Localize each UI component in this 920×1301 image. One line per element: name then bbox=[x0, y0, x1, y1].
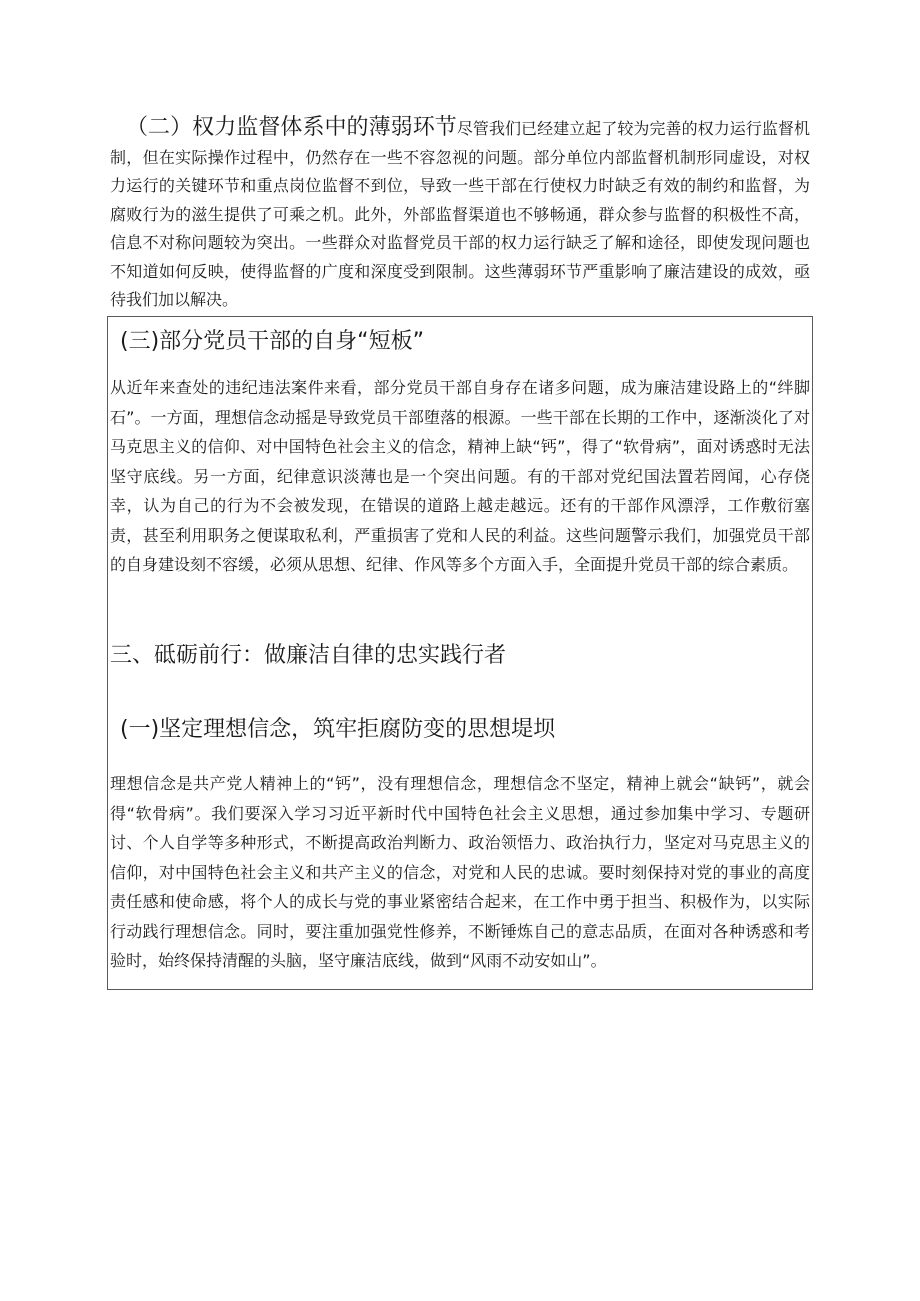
bordered-content-box bbox=[107, 316, 813, 990]
section-2-heading: （二）权力监督体系中的薄弱环节 bbox=[126, 115, 457, 140]
subsection-1-heading: (一)坚定理想信念，筑牢拒腐防变的思想堤坝 bbox=[120, 717, 556, 742]
section-2-body: 尽管我们已经建立起了较为完善的权力运行监督机制，但在实际操作过程中，仍然存在一些不容忽视的问题。部分单位内部监督机制形同虚设，对权力运行的关键环节和重点岗位监督不到位，导致一些干部在行使权力时缺乏有效的制约和监督，为腐败行为的滋生提供了可乘之机。此外，外部监督渠道也不够畅通，群众参与监督的积极性不高，信息不对称问题较为突出。一些群众对监督党员干部的权力运行缺乏了解和途径，即使发现问题也不知道如何反映，使得监督的广度和深度受到限制。这些薄弱环节严重影响了廉洁建设的成效，亟待我们加以解决。 bbox=[110, 119, 810, 309]
section-3-body: 从近年来查处的违纪违法案件来看，部分党员干部自身存在诸多问题，成为廉洁建设路上的“绊脚石”。一方面，理想信念动摇是导致党员干部堕落的根源。一些干部在长期的工作中，逐渐淡化了对马克思主义的信仰、对中国特色社会主义的信念，精神上缺“钙”，得了“软骨病”，面对诱惑时无法坚守底线。另一方面，纪律意识淡薄也是一个突出问题。有的干部对党纪国法置若罔闻，心存侥幸，认为自己的行为不会被发现，在错误的道路上越走越远。还有的干部作风漂浮，工作敷衍塞责，甚至利用职务之便谋取私利，严重损害了党和人民的利益。这些问题警示我们，加强党员干部的自身建设刻不容缓，必须从思想、纪律、作风等多个方面入手，全面提升党员干部的综合素质。 bbox=[110, 378, 810, 574]
section-2-paragraph bbox=[110, 114, 810, 315]
subsection-1-body: 理想信念是共产党人精神上的“钙”，没有理想信念，理想信念不坚定，精神上就会“缺钙”，就会得“软骨病”。我们要深入学习习近平新时代中国特色社会主义思想，通过参加集中学习、专题研讨、个人自学等多种形式，不断提高政治判断力、政治领悟力、政治执行力，坚定对马克思主义的信仰，对中国特色社会主义和共产主义的信念，对党和人民的忠诚。要时刻保持对党的事业的高度责任感和使命感，将个人的成长与党的事业紧密结合起来，在工作中勇于担当、积极作为，以实际行动践行理想信念。同时，要注重加强党性修养，不断锤炼自己的意志品质，在面对各种诱惑和考验时，始终保持清醒的头脑，坚守廉洁底线，做到“风雨不动安如山”。 bbox=[110, 774, 810, 970]
section-3-heading: (三)部分党员干部的自身“短板” bbox=[120, 329, 424, 354]
part-3-heading: 三、砥砺前行：做廉洁自律的忠实践行者 bbox=[110, 643, 507, 668]
